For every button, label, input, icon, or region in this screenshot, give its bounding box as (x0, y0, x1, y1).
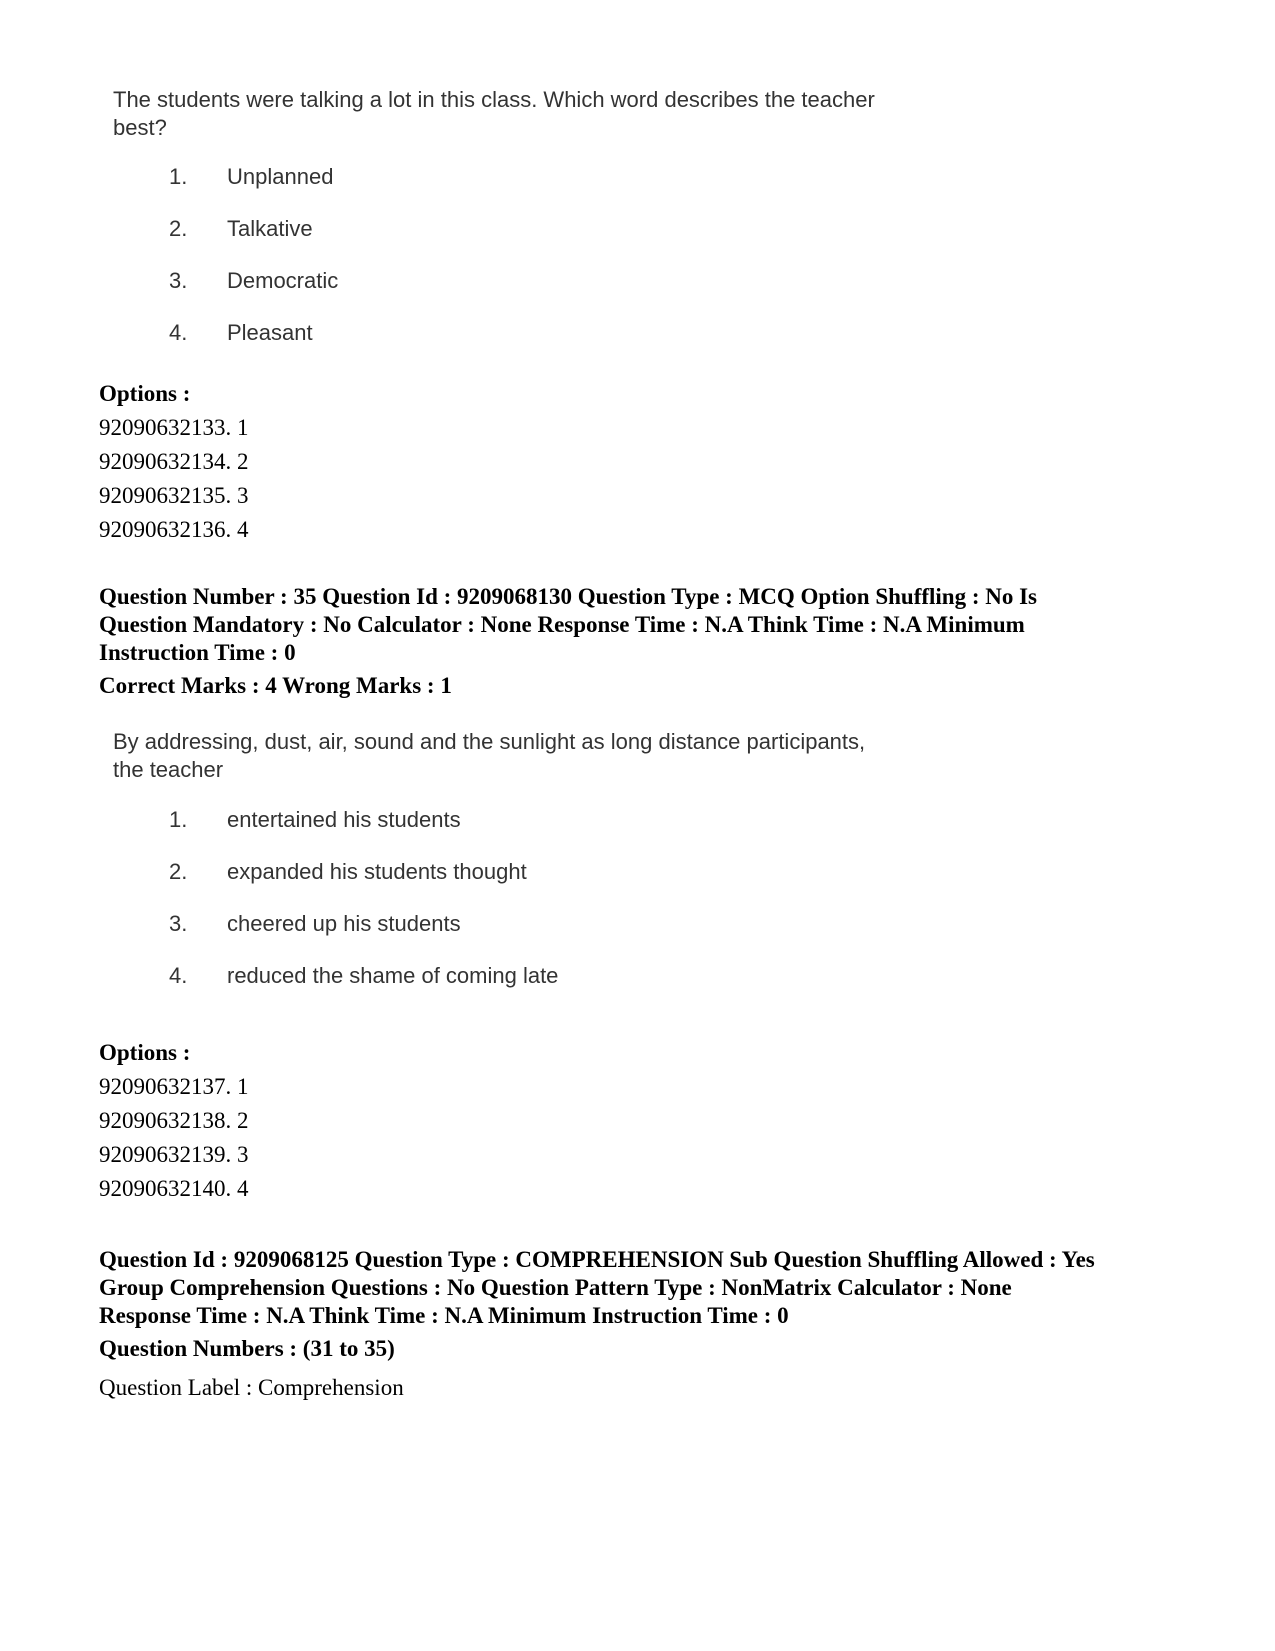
question-34-choice (113, 163, 993, 215)
question-35-stem (113, 728, 993, 784)
comprehension-question-label: Question Label : Comprehension (99, 1375, 404, 1400)
question-34-choices (113, 163, 993, 371)
choice-text: Pleasant (227, 320, 313, 345)
option-item: 92090632133. 1 (99, 415, 249, 440)
choice-number: 2. (169, 216, 188, 241)
option-item: 92090632140. 4 (99, 1176, 249, 1201)
option-item: 92090632138. 2 (99, 1108, 249, 1133)
question-34-options (99, 377, 1209, 547)
question-34-stem-line-2: best? (113, 115, 167, 140)
question-35-choice (113, 910, 993, 962)
choice-text: reduced the shame of coming late (227, 963, 559, 988)
options-label: Options : (99, 381, 191, 406)
option-item: 92090632136. 4 (99, 517, 249, 542)
question-35-choices (113, 806, 993, 1014)
question-35-stem-line-2: the teacher (113, 757, 224, 782)
option-item: 92090632134. 2 (99, 449, 249, 474)
comprehension-meta-line-1: Question Id : 9209068125 Question Type : COMPREHENSION Sub Question Shuffling Allowed : Yes (99, 1247, 1095, 1272)
question-35-choice (113, 858, 993, 910)
question-35-marks: Correct Marks : 4 Wrong Marks : 1 (99, 673, 452, 698)
choice-text: entertained his students (227, 807, 461, 832)
comprehension-meta (99, 1246, 1209, 1366)
choice-number: 3. (169, 268, 188, 293)
choice-number: 4. (169, 320, 188, 345)
question-35-choice (113, 806, 993, 858)
option-item: 92090632139. 3 (99, 1142, 249, 1167)
question-35-options (99, 1036, 1209, 1206)
question-34-choice (113, 267, 993, 319)
options-label: Options : (99, 1040, 191, 1065)
choice-text: Unplanned (227, 164, 334, 189)
question-34-image (113, 86, 993, 371)
choice-text: Talkative (227, 216, 313, 241)
choice-text: expanded his students thought (227, 859, 527, 884)
question-34-stem (113, 86, 993, 142)
choice-number: 3. (169, 911, 188, 936)
question-35-meta-line-3: Instruction Time : 0 (99, 640, 296, 665)
question-34-choice (113, 319, 993, 371)
question-35-stem-line-1: By addressing, dust, air, sound and the sunlight as long distance participants, (113, 729, 866, 754)
choice-number: 2. (169, 859, 188, 884)
question-35-meta (99, 583, 1209, 703)
question-35-meta-line-2: Question Mandatory : No Calculator : None Response Time : N.A Think Time : N.A Minimum (99, 612, 1025, 637)
question-35-image (113, 728, 993, 1014)
choice-text: cheered up his students (227, 911, 461, 936)
choice-number: 1. (169, 164, 188, 189)
option-item: 92090632137. 1 (99, 1074, 249, 1099)
question-35-meta-line-1: Question Number : 35 Question Id : 9209068130 Question Type : MCQ Option Shuffling : No Is (99, 584, 1038, 609)
choice-number: 4. (169, 963, 188, 988)
comprehension-question-numbers: Question Numbers : (31 to 35) (99, 1336, 395, 1361)
comprehension-meta-line-3: Response Time : N.A Think Time : N.A Minimum Instruction Time : 0 (99, 1303, 789, 1328)
question-34-choice (113, 215, 993, 267)
question-34-stem-line-1: The students were talking a lot in this class. Which word describes the teacher (113, 87, 875, 112)
comprehension-meta-line-2: Group Comprehension Questions : No Question Pattern Type : NonMatrix Calculator : None (99, 1275, 1012, 1300)
choice-text: Democratic (227, 268, 339, 293)
choice-number: 1. (169, 807, 188, 832)
question-35-choice (113, 962, 993, 1014)
option-item: 92090632135. 3 (99, 483, 249, 508)
